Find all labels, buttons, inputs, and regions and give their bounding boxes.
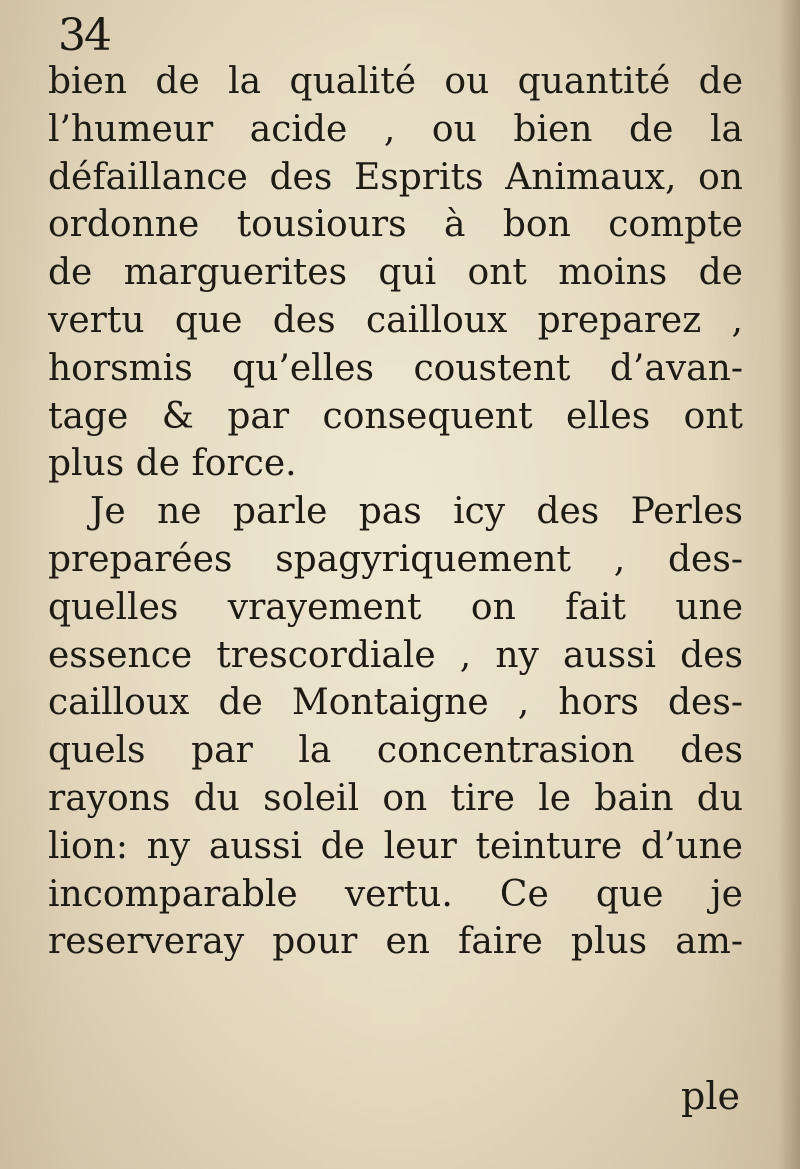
text-line: défaillance des Esprits Animaux, on (48, 156, 743, 198)
text-line: bien de la qualité ou quantité de (48, 61, 743, 102)
text-line: vertu que des cailloux preparez , (48, 299, 743, 341)
page-number: 34 (58, 10, 110, 61)
text-line: l’humeur acide , ou bien de la (48, 108, 743, 150)
text-line: quels par la concentrasion des (48, 730, 743, 772)
text-line: ordonne tousiours à bon compte (48, 204, 743, 246)
text-line: rayons du soleil on tire le bain du (48, 777, 743, 819)
text-line: tage & par consequent elles ont (48, 395, 743, 437)
text-line: reserveray pour en faire plus am- (48, 921, 743, 963)
paragraph-start-line: Je ne parle pas icy des Perles (90, 491, 743, 533)
text-line: incomparable vertu. Ce que je (48, 873, 743, 915)
catchword: ple (681, 1074, 740, 1118)
text-line: cailloux de Montaigne , hors des- (48, 682, 743, 724)
text-line: de marguerites qui ont moins de (48, 252, 743, 294)
page-text (48, 58, 743, 966)
paragraph-end-line: plus de force. (48, 443, 297, 485)
text-line: horsmis qu’elles coustent d’avan- (48, 347, 743, 389)
text-line: quelles vrayement on fait une (48, 586, 743, 628)
text-line: preparées spagyriquement , des- (48, 538, 743, 580)
text-line: essence trescordiale , ny aussi des (48, 634, 743, 676)
text-line: lion: ny aussi de leur teinture d’une (48, 825, 743, 867)
